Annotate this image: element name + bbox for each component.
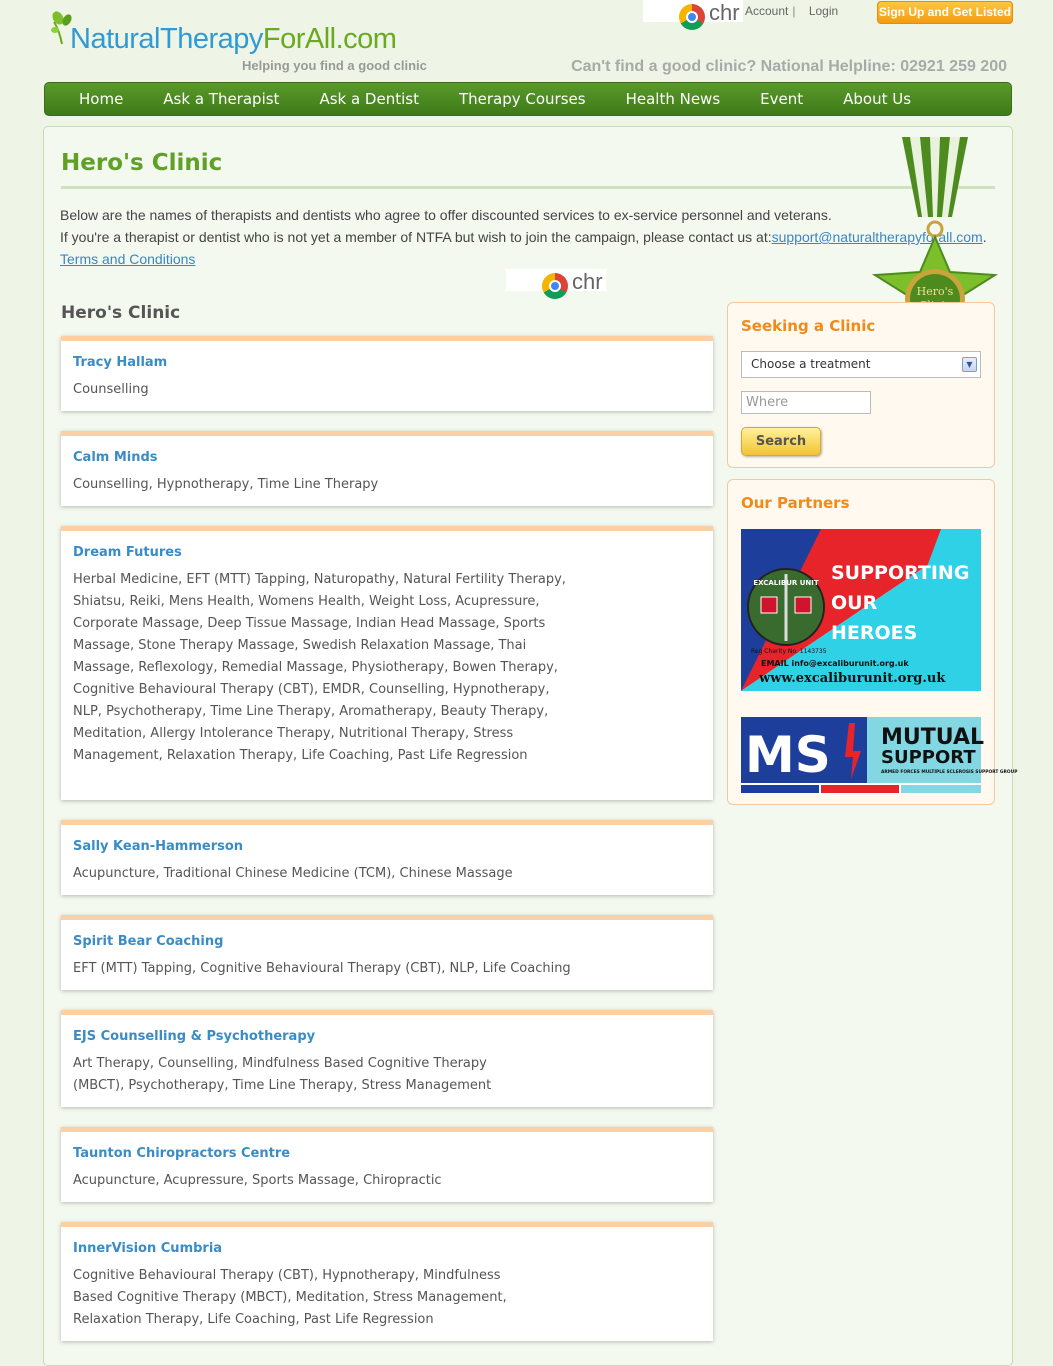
intro-line-1: Below are the names of therapists and dentists who agree to offer discounted services to ex-service personnel and veterans. [60, 207, 832, 223]
excalibur-unit-banner[interactable] [741, 529, 981, 691]
account-link[interactable]: Account [745, 4, 789, 18]
terms-link[interactable]: Terms and Conditions [60, 251, 196, 267]
nav-home[interactable]: Home [79, 90, 124, 108]
partner1-unit: EXCALIBUR UNIT [753, 579, 819, 587]
nav-ask-therapist[interactable]: Ask a Therapist [163, 90, 280, 108]
logo-tagline: Helping you find a good clinic [242, 58, 427, 73]
treatment-select-value: Choose a treatment [751, 357, 871, 371]
clinic-card [61, 1010, 713, 1107]
partner2-line2: SUPPORT [881, 747, 976, 768]
chrome-badge[interactable] [643, 0, 743, 25]
site-logo[interactable] [50, 6, 450, 72]
page-title: Hero's Clinic [61, 150, 223, 176]
title-divider [61, 186, 995, 189]
clinic-treatments: Cognitive Behavioural Therapy (CBT), Hypnotherapy, Mindfulness Based Cognitive Therapy (MBCT), Meditation, Stress Management, Relaxation Therapy, Life Coaching, Past Life Regression [73, 1268, 507, 1327]
contact-email-link[interactable]: support@naturaltherapyforall.com [771, 229, 983, 245]
top-links: Account | Login [745, 4, 839, 18]
partner1-line1: SUPPORTING [831, 562, 970, 584]
chrome-badge-2[interactable] [506, 269, 606, 294]
clinic-treatments: Herbal Medicine, EFT (MTT) Tapping, Naturopathy, Natural Fertility Therapy, Shiatsu, Reiki, Mens Health, Womens Health, Weight Loss, Acupressure, Corporate Massage, Deep Tissue Massage, Indian Head Massage, Sports Massage, Stone Therapy Massage, Swedish Relaxation Massage, Thai Massage, Reflexology, Remedial Massage, Physiotherapy, Bowen Therapy, Cognitive Behavioural Therapy (CBT), EMDR, Counselling, Hypnotherapy, NLP, Psychotherapy, Time Line Therapy, Aromatherapy, Beauty Therapy, Meditation, Allergy Intolerance Therapy, Nutritional Therapy, Stress Management, Relaxation Therapy, Life Coaching, Past Life Regression [73, 572, 566, 763]
clinic-card [61, 431, 713, 506]
chevron-down-icon[interactable]: ▼ [962, 357, 977, 372]
clinic-card [61, 820, 713, 895]
medal-text-1: Hero's [916, 285, 954, 298]
treatment-select[interactable] [741, 351, 981, 378]
chrome-text: chr [709, 0, 740, 25]
seeking-clinic-box [727, 302, 995, 468]
clinic-treatments: Counselling, Hypnotherapy, Time Line Therapy [73, 477, 379, 492]
partner2-sub: ARMED FORCES MULTIPLE SCLEROSIS SUPPORT GROUP [881, 770, 1018, 775]
mutual-support-banner[interactable] [741, 717, 1018, 793]
logo-text-part2: ForAll.com [262, 23, 397, 55]
clinic-name[interactable]: Calm Minds [73, 450, 158, 465]
nav-health-news[interactable]: Health News [625, 90, 721, 108]
clinic-card [61, 336, 713, 411]
chrome-icon [679, 4, 705, 30]
partners-title: Our Partners [741, 494, 850, 512]
intro-line-2: If you're a therapist or dentist who is not yet a member of NTFA but wish to join the campaign, please contact us at:support@naturaltherapyforall.com. [60, 229, 987, 245]
signup-button[interactable]: Sign Up and Get Listed [877, 1, 1013, 24]
partner1-charity: Reg Charity No. 1143735 [751, 648, 827, 655]
helpline-text: Can't find a good clinic? National Helpline: 02921 259 200 [571, 58, 1007, 75]
clinic-card [61, 915, 713, 990]
intro-text [60, 204, 987, 270]
clinic-card [61, 1222, 713, 1341]
seeking-clinic-title: Seeking a Clinic [741, 317, 876, 335]
clinic-name[interactable]: Dream Futures [73, 545, 182, 560]
nav-about-us[interactable]: About Us [843, 90, 912, 108]
nav-therapy-courses[interactable]: Therapy Courses [458, 90, 586, 108]
main-nav [44, 82, 1012, 116]
clinic-treatments: EFT (MTT) Tapping, Cognitive Behavioural Therapy (CBT), NLP, Life Coaching [73, 961, 571, 976]
partner1-line2: OUR [831, 592, 878, 614]
partner2-line1: MUTUAL [881, 725, 984, 750]
section-title: Hero's Clinic [61, 303, 181, 323]
clinic-treatments: Acupuncture, Traditional Chinese Medicine (TCM), Chinese Massage [73, 866, 513, 881]
where-input[interactable]: Where [741, 391, 871, 414]
login-link[interactable]: Login [808, 4, 839, 18]
clinic-treatments: Acupuncture, Acupressure, Sports Massage, Chiropractic [73, 1173, 442, 1188]
partner1-email: EMAIL info@excaliburunit.org.uk [761, 659, 909, 668]
partner2-logo: MS [745, 726, 831, 784]
clinic-treatments: Art Therapy, Counselling, Mindfulness Based Cognitive Therapy (MBCT), Psychotherapy, Time Line Therapy, Stress Management [73, 1056, 492, 1093]
partner1-line3: HEROES [831, 622, 918, 644]
clinic-name[interactable]: InnerVision Cumbria [73, 1241, 223, 1256]
clinic-treatments: Counselling [73, 382, 149, 397]
site-header [0, 0, 1053, 82]
search-button[interactable]: Search [741, 427, 821, 456]
nav-ask-dentist[interactable]: Ask a Dentist [319, 90, 419, 108]
clinic-name[interactable]: EJS Counselling & Psychotherapy [73, 1029, 316, 1044]
clinic-name[interactable]: Tracy Hallam [73, 355, 168, 370]
nav-event[interactable]: Event [760, 90, 804, 108]
clinic-name[interactable]: Spirit Bear Coaching [73, 934, 224, 949]
clinic-name[interactable]: Sally Kean-Hammerson [73, 839, 244, 854]
clinic-name[interactable]: Taunton Chiropractors Centre [73, 1146, 291, 1161]
logo-text-part1: NaturalTherapy [70, 23, 263, 55]
intro-line-2-text: If you're a therapist or dentist who is not yet a member of NTFA but wish to join the campaign, please contact us at: [60, 229, 772, 245]
chrome-text-2: chr [572, 269, 603, 294]
partners-box [727, 479, 1018, 805]
clinic-card [61, 526, 713, 800]
clinic-card [61, 1127, 713, 1202]
chrome-icon-2 [542, 273, 568, 299]
partner1-url: www.excaliburunit.org.uk [759, 671, 946, 686]
